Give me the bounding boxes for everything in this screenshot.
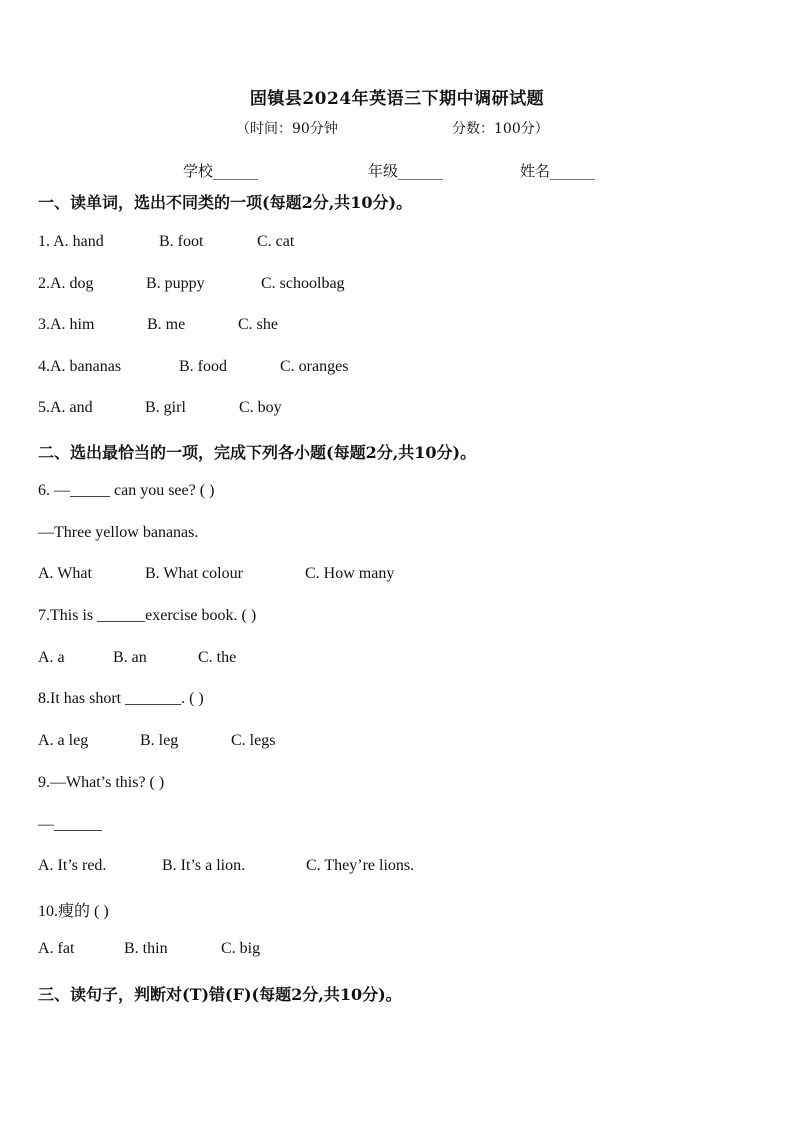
q3-option-b: B. me: [147, 316, 186, 333]
page-title: 固镇县2024年英语三下期中调研试题: [249, 89, 545, 109]
q4-option-b: B. food: [179, 358, 227, 375]
question-6-stem: 6. —_____ can you see? ( ): [38, 482, 215, 499]
name-field: 姓名______: [520, 162, 596, 180]
q5-option-a: 5.A. and: [38, 399, 93, 416]
q6-option-a: A. What: [38, 565, 92, 582]
grade-field: 年级______: [368, 162, 444, 180]
question-8-stem: 8.It has short _______. ( ): [38, 690, 204, 707]
section-3-heading: 三、读句子，判断对(T)错(F)(每题2分,共10分)。: [38, 985, 402, 1004]
q1-option-b: B. foot: [159, 233, 204, 250]
section-1-heading: 一、读单词，选出不同类的一项(每题2分,共10分)。: [38, 193, 413, 212]
q5-option-c: C. boy: [239, 399, 282, 416]
q6-option-b: B. What colour: [145, 565, 243, 582]
q9-option-b: B. It’s a lion.: [162, 857, 246, 874]
q2-option-a: 2.A. dog: [38, 275, 94, 292]
question-9-stem: 9.—What’s this? ( ): [38, 774, 165, 791]
time-info: （时间：90分钟: [236, 121, 338, 137]
q2-option-c: C. schoolbag: [261, 275, 345, 292]
question-6-answer: —Three yellow bananas.: [38, 524, 199, 541]
q7-option-b: B. an: [113, 649, 147, 666]
q2-option-b: B. puppy: [146, 275, 205, 292]
q10-option-b: B. thin: [124, 940, 168, 957]
question-9-answer: —______: [38, 816, 102, 833]
q4-option-a: 4.A. bananas: [38, 358, 122, 375]
q1-option-a: 1. A. hand: [38, 233, 104, 250]
q3-option-c: C. she: [238, 316, 278, 333]
q9-option-a: A. It’s red.: [38, 857, 107, 874]
q1-option-c: C. cat: [257, 233, 295, 250]
q7-option-c: C. the: [198, 649, 237, 666]
question-10-stem: 10.瘦的 ( ): [38, 903, 109, 920]
score-info: 分数：100分）: [452, 121, 549, 137]
q8-option-b: B. leg: [140, 732, 179, 749]
q3-option-a: 3.A. him: [38, 316, 95, 333]
q7-option-a: A. a: [38, 649, 65, 666]
q8-option-a: A. a leg: [38, 732, 89, 749]
question-7-stem: 7.This is ______exercise book. ( ): [38, 607, 257, 624]
q5-option-b: B. girl: [145, 399, 186, 416]
q9-option-c: C. They’re lions.: [306, 857, 415, 874]
q8-option-c: C. legs: [231, 732, 276, 749]
q10-option-a: A. fat: [38, 940, 75, 957]
q6-option-c: C. How many: [305, 565, 395, 582]
school-field: 学校______: [183, 162, 259, 180]
q10-option-c: C. big: [221, 940, 261, 957]
q4-option-c: C. oranges: [280, 358, 349, 375]
section-2-heading: 二、选出最恰当的一项，完成下列各小题(每题2分,共10分)。: [38, 443, 477, 462]
